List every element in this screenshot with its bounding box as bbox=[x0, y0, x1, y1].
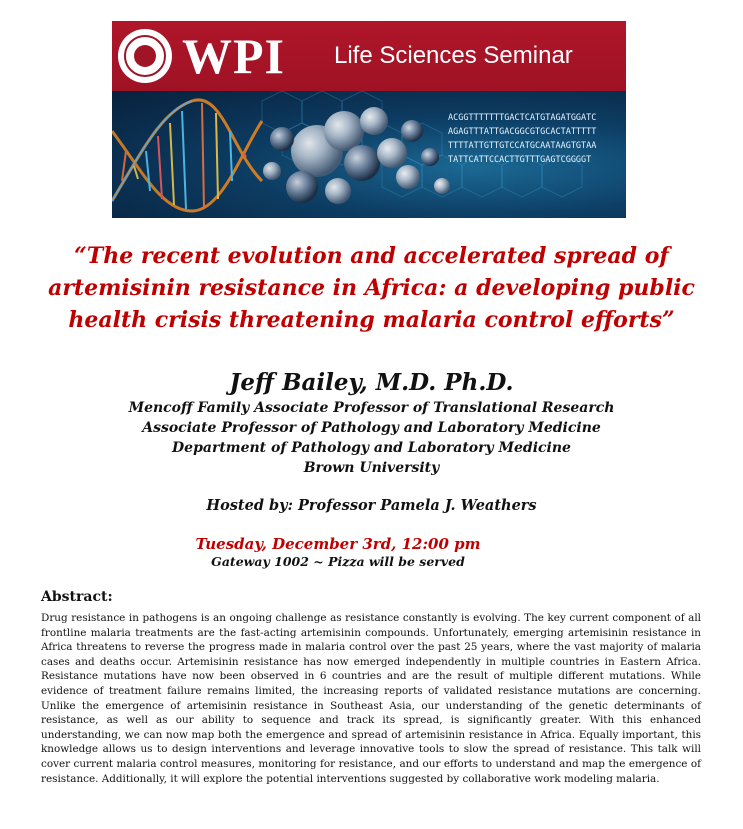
talk-title-line: artemisinin resistance in Africa: a developing public bbox=[48, 275, 695, 301]
speaker-affiliation: Brown University bbox=[303, 460, 440, 476]
dna-line: ACGGTTTTTTTGACTCATGTAGATGGATC bbox=[448, 113, 597, 123]
dna-line: AGAGTTTATTGACGGCGTGCACTATTTTT bbox=[448, 127, 597, 137]
dna-line: TTTTATTGTTGTCCATGCAATAAGTGTAA bbox=[448, 141, 597, 151]
banner-image bbox=[112, 91, 626, 218]
speaker-affiliation: Associate Professor of Pathology and Laboratory Medicine bbox=[142, 420, 601, 436]
dna-line: TATTCATTCCACTTGTTTGAGTCGGGGT bbox=[448, 155, 592, 165]
seminar-banner bbox=[112, 21, 626, 218]
event-venue: Gateway 1002 ~ Pizza will be served bbox=[211, 554, 465, 569]
speaker-name: Jeff Bailey, M.D. Ph.D. bbox=[229, 369, 514, 396]
speaker-affiliation: Mencoff Family Associate Professor of Translational Research bbox=[128, 400, 615, 416]
abstract-body: Drug resistance in pathogens is an ongoing challenge as resistance constantly is evolving. The key current component of all frontline malaria treatments are the fast-acting artemisinin compounds. Unfortunately, emerging artemisinin resistance in Africa threatens to reverse the progress made in malaria control over the past 25 years, where the vast majority of malaria cases and deaths occur. Artemisinin resistance has now emerged independently in multiple countries in Eastern Africa. Resistance mutations have now been observed in 6 countries and are the result of multiple different mutations. While evidence of treatment failure remains limited, the increasing reports of validated resistance mutations are concerning. Unlike the emergence of artemisinin resistance in Southeast Asia, our understanding of the genetic determinants of resistance, as well as our ability to sequence and track its spread, is significantly greater. With this enhanced understanding, we can now map both the emergence and spread of artemisinin resistance in Africa. Equally important, this knowledge allows us to design interventions and leverage innovative tools to slow the spread of resistance. This talk will cover current malaria control measures, monitoring for resistance, and our efforts to understand and map the emergence of resistance. Additionally, it will explore the potential interventions suggested by collaborative work modeling malaria. bbox=[41, 612, 701, 785]
wpi-seal-logo bbox=[118, 29, 172, 83]
host-line: Hosted by: Professor Pamela J. Weathers bbox=[206, 497, 537, 514]
banner-header bbox=[112, 21, 626, 91]
talk-title-line: “The recent evolution and accelerated spread of bbox=[74, 243, 669, 269]
talk-title bbox=[40, 240, 703, 336]
dna-sequence-text bbox=[448, 111, 596, 167]
speaker-affiliation: Department of Pathology and Laboratory Medicine bbox=[172, 440, 571, 456]
event-date-time: Tuesday, December 3rd, 12:00 pm bbox=[195, 535, 481, 553]
seminar-label: Life Sciences Seminar bbox=[334, 42, 573, 69]
wpi-logo-text: WPI bbox=[182, 28, 285, 84]
talk-title-line: health crisis threatening malaria control efforts” bbox=[68, 307, 675, 333]
abstract-heading: Abstract: bbox=[41, 589, 113, 605]
